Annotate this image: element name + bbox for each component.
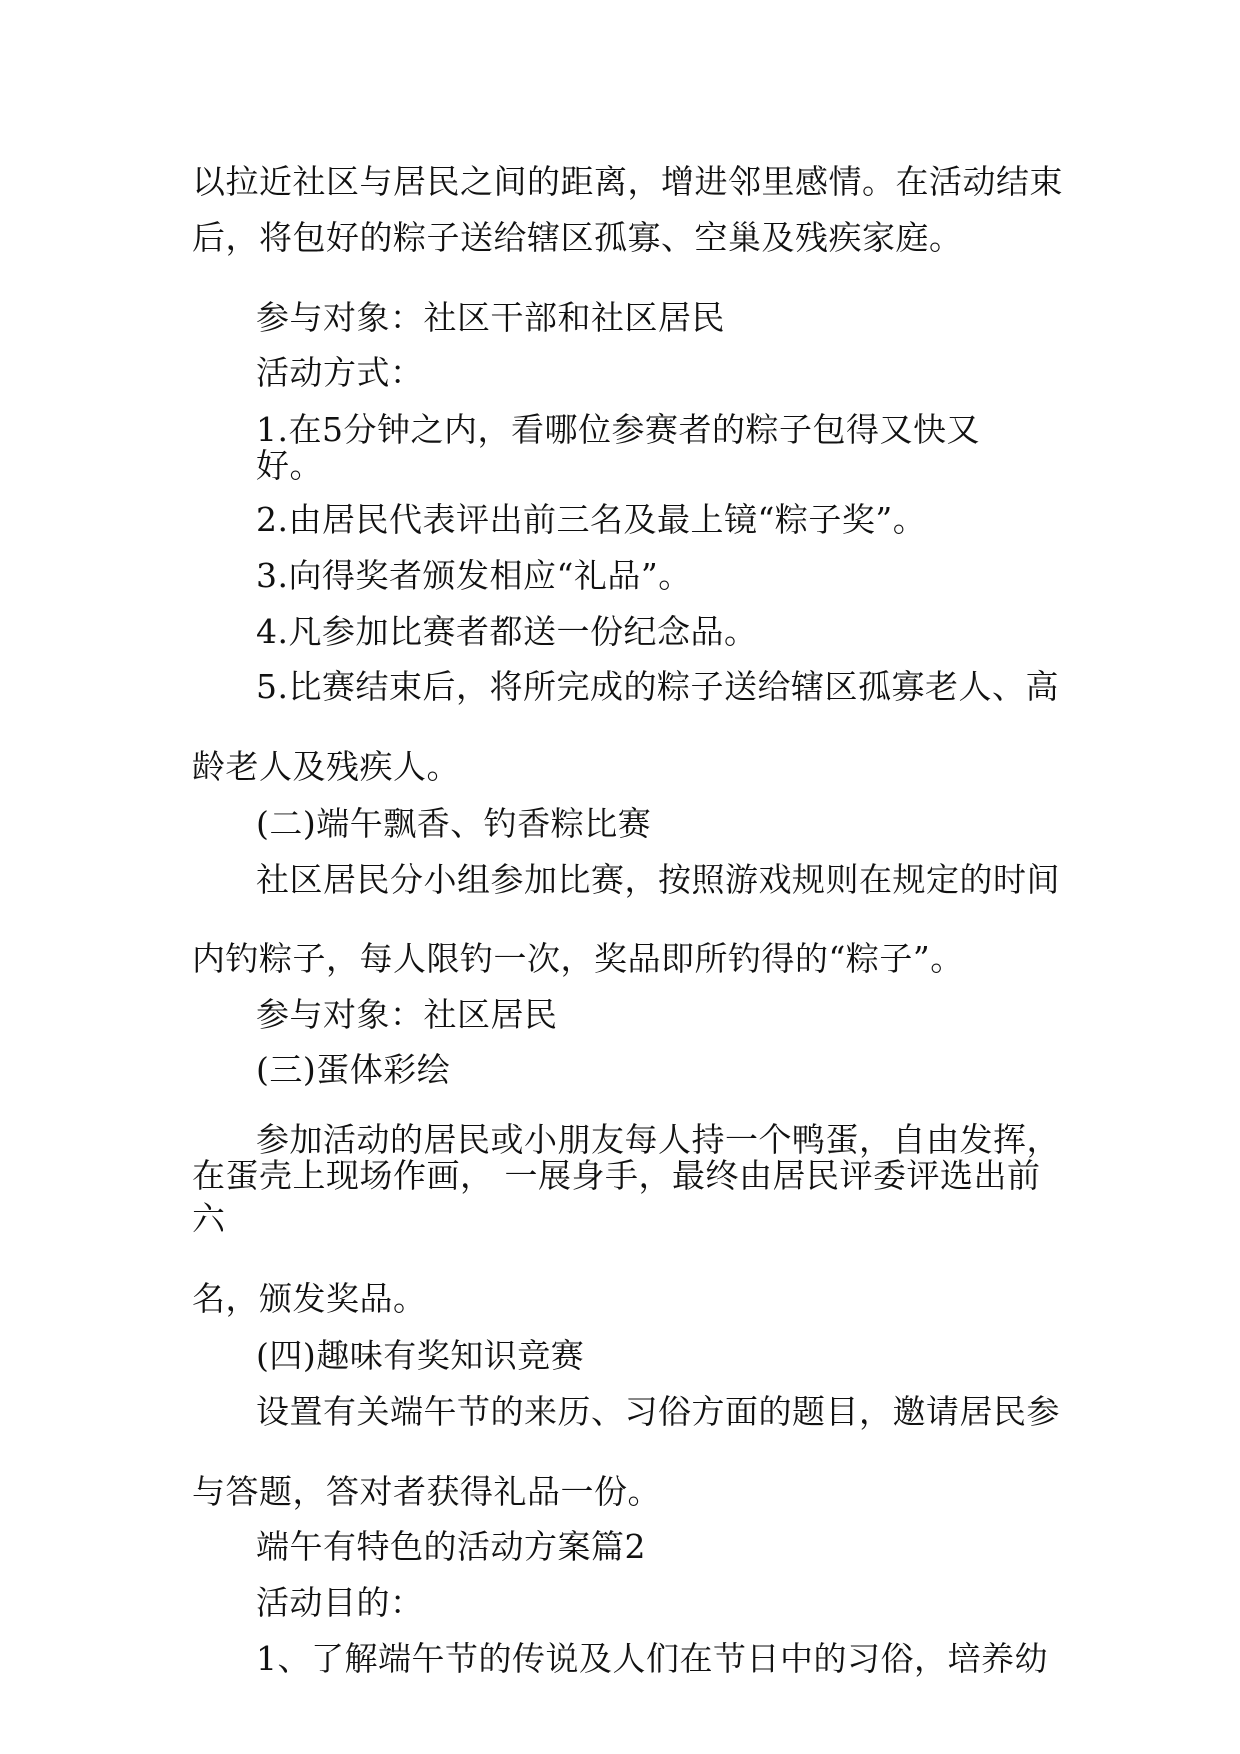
section-heading: (三)蛋体彩绘 <box>256 1050 451 1089</box>
paragraph-line: 在蛋壳上现场作画， 一展身手，最终由居民评委评选出前 <box>192 1156 1041 1195</box>
list-item: 1.在5分钟之内，看哪位参赛者的粽子包得又快又 <box>256 410 980 449</box>
paragraph-line: 与答题，答对者获得礼品一份。 <box>192 1472 661 1511</box>
paragraph-line: 参与对象：社区居民 <box>256 995 558 1034</box>
list-item: 5.比赛结束后，将所完成的粽子送给辖区孤寡老人、高 <box>256 667 1059 706</box>
paragraph-line: 六 <box>192 1199 226 1238</box>
paragraph-line: 名，颁发奖品。 <box>192 1279 427 1318</box>
paragraph-line: 活动方式： <box>256 353 424 392</box>
section-title: 端午有特色的活动方案篇2 <box>256 1527 646 1566</box>
paragraph-line: 参加活动的居民或小朋友每人持一个鸭蛋，自由发挥， <box>256 1120 1060 1159</box>
paragraph-line: 活动目的： <box>256 1583 424 1622</box>
paragraph-line: 龄老人及残疾人。 <box>192 747 460 786</box>
list-item-continuation: 好。 <box>256 446 323 485</box>
paragraph-line: 内钓粽子，每人限钓一次，奖品即所钓得的“粽子”。 <box>192 939 964 978</box>
list-item: 2.由居民代表评出前三名及最上镜“粽子奖”。 <box>256 500 927 539</box>
section-heading: (四)趣味有奖知识竞赛 <box>256 1336 585 1375</box>
paragraph-line: 设置有关端午节的来历、习俗方面的题目，邀请居民参 <box>256 1392 1060 1431</box>
paragraph-line: 参与对象：社区干部和社区居民 <box>256 298 725 337</box>
list-item: 4.凡参加比赛者都送一份纪念品。 <box>256 612 758 651</box>
paragraph-line: 社区居民分小组参加比赛，按照游戏规则在规定的时间 <box>256 860 1060 899</box>
section-heading: (二)端午飘香、钓香粽比赛 <box>256 804 652 843</box>
paragraph-line: 后，将包好的粽子送给辖区孤寡、空巢及残疾家庭。 <box>192 218 963 257</box>
paragraph-line: 以拉近社区与居民之间的距离，增进邻里感情。在活动结束 <box>192 162 1063 201</box>
paragraph-line: 1、了解端午节的传说及人们在节日中的习俗，培养幼 <box>256 1639 1048 1678</box>
list-item: 3.向得奖者颁发相应“礼品”。 <box>256 556 692 595</box>
